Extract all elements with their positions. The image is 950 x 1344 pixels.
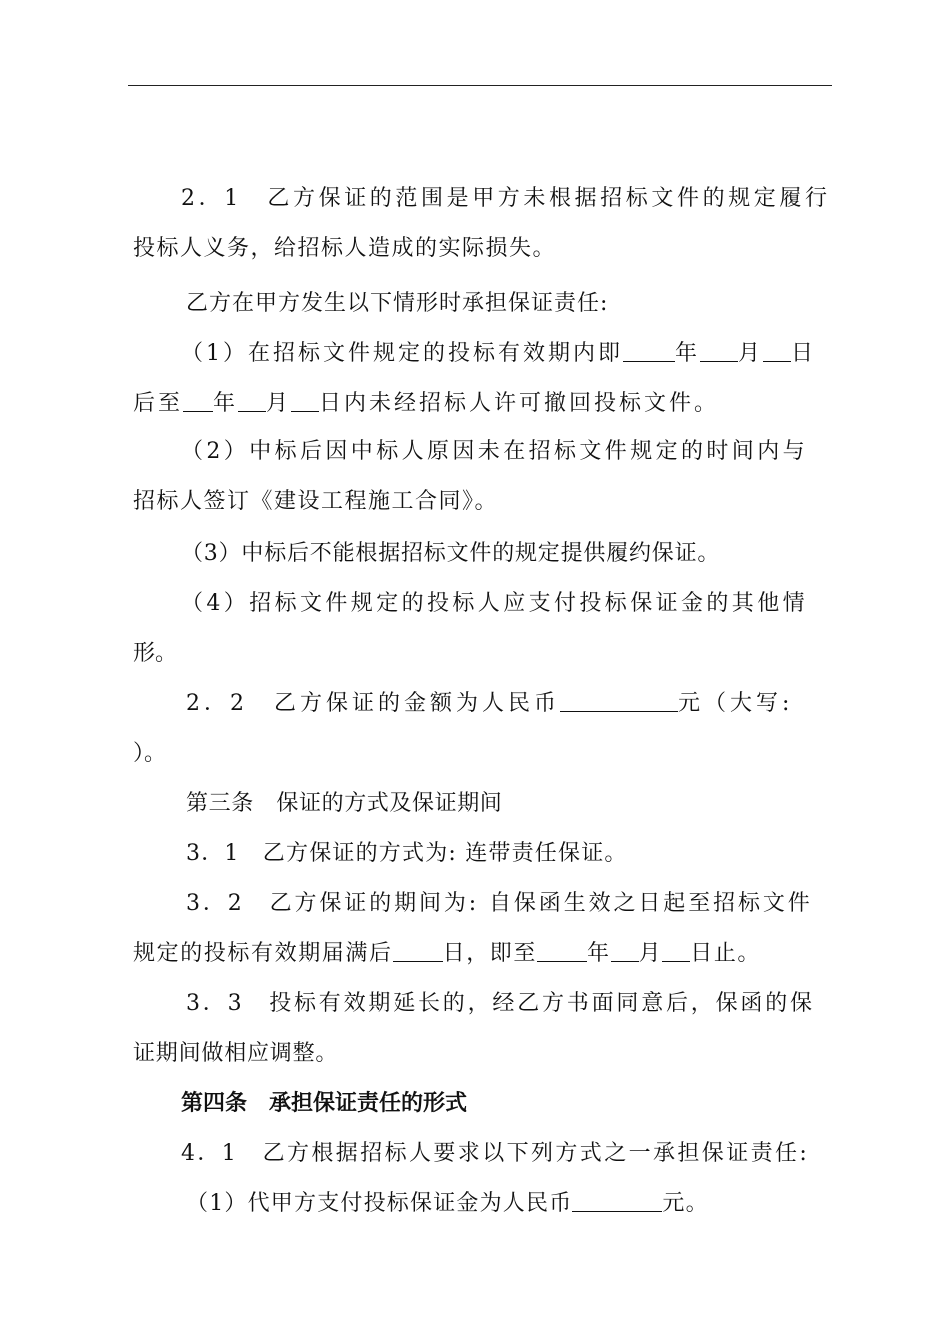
intro-text: 乙方在甲方发生以下情形时承担保证责任: bbox=[186, 291, 609, 316]
blank-line bbox=[183, 389, 213, 412]
month-label: 月 bbox=[638, 941, 663, 966]
year-label: 年 bbox=[675, 341, 701, 366]
day-label: 日 bbox=[791, 341, 817, 366]
clause-2-1-line1: 2．1 乙方保证的范围是甲方未根据招标文件的规定履行 bbox=[181, 186, 831, 211]
month-label: 月 bbox=[738, 341, 764, 366]
clause-3-1: 3．1 乙方保证的方式为: 连带责任保证。 bbox=[186, 841, 628, 866]
clause-3-2-line1: 3．2 乙方保证的期间为: 自保函生效之日起至招标文件 bbox=[186, 891, 813, 916]
clause-3-3-line1: 3．3 投标有效期延长的，经乙方书面同意后，保函的保 bbox=[186, 991, 815, 1016]
item-1-text: 日内未经招标人许可撤回投标文件。 bbox=[319, 391, 720, 416]
clause-3-2-line2 bbox=[133, 939, 761, 969]
blank-line bbox=[623, 339, 675, 362]
clause-2-2-text: 2．2 乙方保证的金额为人民币 bbox=[186, 691, 560, 716]
blank-line bbox=[763, 339, 791, 362]
blank-line bbox=[291, 389, 319, 412]
clause-3-2-text: 日止。 bbox=[690, 941, 762, 966]
blank-line bbox=[700, 339, 738, 362]
item-2-line1: （2）中标后因中标人原因未在招标文件规定的时间内与 bbox=[181, 439, 808, 464]
clause-4-1: 4．1 乙方根据招标人要求以下列方式之一承担保证责任: bbox=[181, 1141, 810, 1166]
blank-line bbox=[662, 939, 690, 962]
blank-line bbox=[537, 939, 587, 962]
clause-3-2-text: 规定的投标有效期届满后 bbox=[133, 941, 393, 966]
item-1-text: （1）在招标文件规定的投标有效期内即 bbox=[181, 341, 623, 366]
amount-blank bbox=[560, 689, 678, 712]
blank-line bbox=[238, 389, 266, 412]
item-1-line2 bbox=[133, 389, 719, 419]
item-4-line2: 形。 bbox=[133, 641, 178, 666]
clause-2-2-line2: ）。 bbox=[133, 741, 167, 766]
clause-2-2-line1 bbox=[186, 689, 793, 719]
amount-blank bbox=[572, 1189, 662, 1212]
clause-2-1-line2: 投标人义务，给招标人造成的实际损失。 bbox=[133, 236, 557, 261]
clause-4-1-item-1-text: 元。 bbox=[662, 1191, 709, 1216]
item-1-line1 bbox=[181, 339, 816, 369]
clause-3-3-line2: 证期间做相应调整。 bbox=[133, 1041, 339, 1066]
item-2-line2: 招标人签订《建设工程施工合同》。 bbox=[133, 489, 499, 514]
clause-3-2-text: 日，即至 bbox=[442, 941, 538, 966]
item-1-text: 后至 bbox=[133, 391, 184, 416]
blank-line bbox=[393, 939, 443, 962]
year-label: 年 bbox=[213, 391, 239, 416]
clause-4-1-item-1-text: （1）代甲方支付投标保证金为人民币 bbox=[186, 1191, 573, 1216]
item-3: （3）中标后不能根据招标文件的规定提供履约保证。 bbox=[181, 541, 721, 566]
month-label: 月 bbox=[266, 391, 292, 416]
item-4-line1: （4）招标文件规定的投标人应支付投标保证金的其他情 bbox=[181, 591, 808, 616]
article-4-title: 第四条 承担保证责任的形式 bbox=[181, 1091, 468, 1116]
clause-4-1-item-1 bbox=[186, 1189, 709, 1219]
article-3-title: 第三条 保证的方式及保证期间 bbox=[186, 791, 503, 816]
year-label: 年 bbox=[587, 941, 611, 966]
blank-line bbox=[611, 939, 639, 962]
header-rule bbox=[128, 85, 832, 86]
clause-2-2-text: 元（大写: bbox=[678, 691, 794, 716]
